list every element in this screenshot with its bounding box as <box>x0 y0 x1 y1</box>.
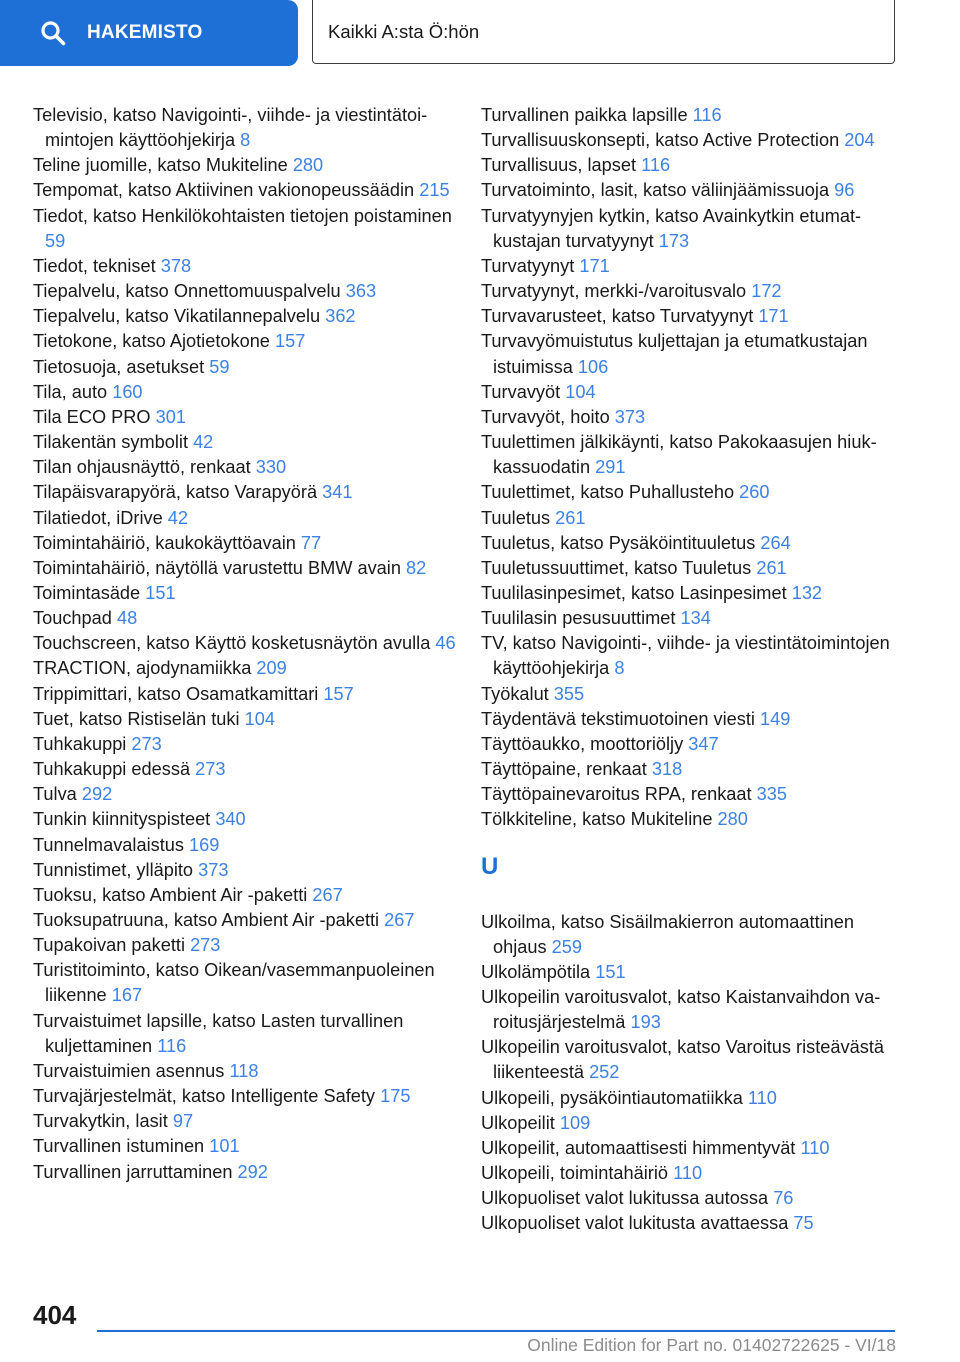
index-entry <box>481 254 901 279</box>
page-link[interactable]: 48 <box>116 608 138 629</box>
page-link[interactable]: 193 <box>630 1012 661 1033</box>
index-entry <box>481 782 901 807</box>
page-link[interactable]: 96 <box>834 180 855 201</box>
index-entry <box>481 631 901 681</box>
index-entry <box>33 430 473 455</box>
index-entry <box>33 1134 473 1159</box>
index-entry-text: Tuulettimet, katso Puhallusteho <box>481 482 735 503</box>
index-entry-text: Tuuletus <box>481 507 551 528</box>
index-entry <box>481 1136 901 1161</box>
page-link[interactable]: 260 <box>739 482 770 503</box>
index-entry <box>33 833 473 858</box>
index-entry <box>481 1086 901 1111</box>
page-link[interactable]: 340 <box>215 809 246 830</box>
page-link[interactable]: 151 <box>595 961 626 982</box>
page-link[interactable]: 172 <box>751 281 782 302</box>
index-entry <box>481 128 901 153</box>
index-entry <box>33 908 473 933</box>
index-entry <box>33 480 473 505</box>
index-entry-text: TV, katso Navigointi-, viihde- ja viestintätoimintojen käyttöohjekirja <box>481 633 890 679</box>
index-entry <box>481 103 901 128</box>
index-entry <box>33 531 473 556</box>
index-entry <box>481 204 901 254</box>
footer-edition <box>310 1335 896 1356</box>
index-entry-text: Teline juomille, katso Mukiteline <box>33 155 288 176</box>
index-entry <box>481 732 901 757</box>
page-link[interactable]: 42 <box>193 432 214 453</box>
page-link[interactable]: 116 <box>641 155 671 176</box>
page-link[interactable]: 118 <box>229 1060 259 1081</box>
index-entry <box>481 910 901 960</box>
index-entry-text: Turvavyöt <box>481 381 561 402</box>
top-bar <box>0 0 960 66</box>
index-entry <box>481 279 901 304</box>
page-link[interactable]: 116 <box>157 1035 187 1056</box>
index-entry <box>33 304 473 329</box>
index-entry <box>481 1111 901 1136</box>
index-entry-text: Turvallisuus, lapset <box>481 155 636 176</box>
index-entry <box>481 581 901 606</box>
index-entry-text: Turvavyöt, hoito <box>481 406 610 427</box>
index-entry-text: Tuet, katso Ristiselän tuki <box>33 708 240 729</box>
index-entry <box>33 1009 473 1059</box>
index-column-right <box>481 103 901 1237</box>
index-entry <box>481 329 901 379</box>
index-entry <box>33 682 473 707</box>
index-entry <box>481 556 901 581</box>
index-entry <box>33 732 473 757</box>
index-entry-text: Toimintahäiriö, kaukokäyttöavain <box>33 532 296 553</box>
page-link[interactable]: 104 <box>565 381 596 402</box>
section-letter: U <box>481 852 499 880</box>
index-entry-text: Turvajärjestelmät, katso Intelligente Safety <box>33 1086 376 1107</box>
index-entry-text: Täyttöpaine, renkaat <box>481 759 647 780</box>
index-entry <box>481 960 901 985</box>
index-entry-text: Tilatiedot, iDrive <box>33 507 163 528</box>
page-link[interactable]: 173 <box>658 230 690 251</box>
index-entry-text: Tuulilasinpesimet, katso Lasinpesimet <box>481 582 787 603</box>
page-link[interactable]: 160 <box>112 381 143 402</box>
index-entry <box>481 531 901 556</box>
page-link[interactable]: 273 <box>195 759 226 780</box>
index-entry <box>33 1059 473 1084</box>
index-entry <box>33 858 473 883</box>
index-entry <box>481 682 901 707</box>
index-entry-text: Ulkopuoliset valot lukitusta avattaessa <box>481 1213 789 1234</box>
page-link[interactable]: 110 <box>673 1163 703 1184</box>
index-entry-text: Toimintahäiriö, näytöllä varustettu BMW avain <box>33 557 401 578</box>
index-entry <box>33 405 473 430</box>
index-entry-text: Työkalut <box>481 683 549 704</box>
index-entry-text: Tila ECO PRO <box>33 406 151 427</box>
page-link[interactable]: 363 <box>345 281 377 302</box>
index-entry-text: TRACTION, ajodynamiikka <box>33 658 252 679</box>
index-entry <box>33 1109 473 1134</box>
page-link[interactable]: 169 <box>189 834 220 855</box>
index-entry <box>481 606 901 631</box>
index-entry-text: Turvakytkin, lasit <box>33 1111 168 1132</box>
page-link[interactable]: 157 <box>323 683 354 704</box>
page-link[interactable]: 264 <box>760 532 791 553</box>
page-link[interactable]: 110 <box>800 1137 830 1158</box>
index-entry-text: Tilapäisvarapyörä, katso Varapyörä <box>33 482 318 503</box>
page-link[interactable]: 280 <box>292 155 324 176</box>
page-link[interactable]: 8 <box>240 130 251 151</box>
index-entry-text: Tuulilasin pesusuuttimet <box>481 608 676 629</box>
index-entry-text: Tiedot, katso Henkilökohtaisten tietojen poistaminen <box>33 205 452 226</box>
index-entry <box>481 178 901 203</box>
index-entry-text: Turvatyynyjen kytkin, katso Avainkytkin etumatkustajan turvatyynyt <box>481 205 862 251</box>
page-link[interactable]: 59 <box>45 230 66 251</box>
index-entry-text: Turvavarusteet, katso Turvatyynyt <box>481 306 754 327</box>
index-entry-text: Ulkopeilin varoitusvalot, katso Kaistanvaihdon varoitusjärjestelmä <box>481 987 881 1033</box>
index-entry-text: Ulkopuoliset valot lukitussa autossa <box>481 1188 769 1209</box>
index-group-u <box>481 910 901 1237</box>
footer-divider <box>97 1330 895 1332</box>
page-link[interactable]: 77 <box>300 532 322 553</box>
index-entry <box>481 1161 901 1186</box>
index-entry <box>481 430 901 480</box>
index-entry <box>481 1035 901 1085</box>
search-icon <box>40 20 66 46</box>
index-entry-text: Tempomat, katso Aktiivinen vakionopeussäädin <box>33 180 415 201</box>
index-entry-text: Ulkopeili, pysäköintiautomatiikka <box>481 1087 743 1108</box>
index-entry <box>33 1084 473 1109</box>
index-entry <box>33 178 473 203</box>
page-link[interactable]: 267 <box>312 884 343 905</box>
page-link[interactable]: 82 <box>406 557 427 578</box>
index-entry <box>33 631 473 656</box>
index-entry-text: Tietokone, katso Ajotietokone <box>33 331 270 352</box>
index-entry-text: Tiedot, tekniset <box>33 255 156 276</box>
page-link[interactable]: 116 <box>692 105 722 125</box>
index-entry-text: Ulkoilma, katso Sisäilmakierron automaattinen ohjaus <box>481 911 855 957</box>
index-entry-text: Ulkopeilit <box>481 1112 555 1133</box>
page-link[interactable]: 42 <box>167 507 189 528</box>
page-link[interactable]: 97 <box>172 1111 194 1132</box>
footer-watermark: Online Edition for Part no. 01402722625 - VI/18 <box>527 1335 896 1355</box>
index-entry <box>33 204 473 254</box>
index-entry-text: Trippimittari, katso Osamatkamittari <box>33 683 319 704</box>
page-link[interactable]: 101 <box>209 1136 240 1157</box>
page-link[interactable]: 355 <box>553 683 585 704</box>
index-entry-text: Täyttöpainevaroitus RPA, renkaat <box>481 784 752 805</box>
page-link[interactable]: 171 <box>758 306 789 327</box>
index-entry-text: Ulkopeilin varoitusvalot, katso Varoitus risteävästä liikenteestä <box>481 1037 885 1083</box>
index-entry <box>33 103 473 153</box>
index-entry-text: Tupakoivan paketti <box>33 935 185 956</box>
index-entry <box>481 380 901 405</box>
index-entry <box>33 153 473 178</box>
index-entry-text: Touchpad <box>33 608 112 629</box>
page-link[interactable]: 167 <box>111 985 143 1006</box>
page-link[interactable]: 204 <box>844 130 875 151</box>
index-entry-text: Ulkopeilit, automaattisesti himmentyvät <box>481 1137 796 1158</box>
index-entry-text: Turvavyömuistutus kuljettajan ja etumatkustajan istuimissa <box>481 331 868 377</box>
index-entry-text: Ulkolämpötila <box>481 961 591 982</box>
page-link[interactable]: 280 <box>717 809 748 830</box>
breadcrumb-text: Kaikki A:sta Ö:hön <box>328 20 480 42</box>
index-entry <box>33 279 473 304</box>
index-entry <box>481 1186 901 1211</box>
index-entry-text: Turvallisuuskonsepti, katso Active Protection <box>481 130 840 151</box>
page-link[interactable]: 209 <box>256 658 287 679</box>
page-link[interactable]: 106 <box>577 356 609 377</box>
page-link[interactable]: 8 <box>614 658 625 679</box>
page-link[interactable]: 75 <box>793 1213 814 1234</box>
index-entry <box>33 254 473 279</box>
page-link[interactable]: 378 <box>160 255 192 276</box>
index-entry <box>33 556 473 581</box>
index-entry-text: Tuuletus, katso Pysäköintituuletus <box>481 532 756 553</box>
index-entry <box>481 304 901 329</box>
page-link[interactable]: 341 <box>322 482 353 503</box>
index-entry <box>33 1160 473 1185</box>
index-entry <box>33 757 473 782</box>
index-entry <box>481 707 901 732</box>
index-entry-text: Tulva <box>33 784 77 805</box>
page-link[interactable]: 335 <box>756 784 788 805</box>
index-entry-text: Turvallinen jarruttaminen <box>33 1161 233 1182</box>
index-entry-text: Televisio, katso Navigointi-, viihde- ja viestintätoimintojen käyttöohjekirja <box>33 105 428 151</box>
index-entry <box>33 958 473 1008</box>
page-link[interactable]: 261 <box>756 557 787 578</box>
index-entry-text: Tuulettimen jälkikäynti, katso Pakokaasujen hiukkassuodatin <box>481 432 877 478</box>
index-entry <box>33 329 473 354</box>
page-link[interactable]: 132 <box>791 582 823 603</box>
index-entry <box>481 153 901 178</box>
index-entry-text: Tuuletussuuttimet, katso Tuuletus <box>481 557 752 578</box>
page-link[interactable]: 110 <box>747 1087 777 1108</box>
page-link[interactable]: 292 <box>81 784 113 805</box>
index-entry <box>33 606 473 631</box>
index-entry-text: Tuhkakuppi <box>33 733 127 754</box>
index-entry-text: Turvaistuimet lapsille, katso Lasten turvallinen kuljettaminen <box>33 1010 404 1056</box>
page-link[interactable]: 362 <box>325 306 356 327</box>
index-entry-text: Touchscreen, katso Käyttö kosketusnäytön avulla <box>33 633 431 654</box>
page-link[interactable]: 171 <box>579 255 610 276</box>
index-entry <box>33 656 473 681</box>
index-entry <box>481 405 901 430</box>
page-link[interactable]: 330 <box>255 457 287 478</box>
page-link[interactable]: 157 <box>275 331 306 352</box>
page-link[interactable]: 259 <box>551 936 583 957</box>
breadcrumb[interactable] <box>312 0 895 64</box>
index-entry-text: Tila, auto <box>33 381 108 402</box>
index-entry-text: Ulkopeili, toimintahäiriö <box>481 1163 669 1184</box>
index-entry-text: Tölkkiteline, katso Mukiteline <box>481 809 713 830</box>
index-entry-text: Tuoksu, katso Ambient Air -paketti <box>33 884 308 905</box>
index-entry-text: Täydentävä tekstimuotoinen viesti <box>481 708 755 729</box>
index-entry-text: Tiepalvelu, katso Onnettomuuspalvelu <box>33 281 341 302</box>
index-entry <box>33 707 473 732</box>
index-column-left <box>33 103 473 1185</box>
search-label: HAKEMISTO <box>87 22 203 43</box>
index-entry-text: Tunnelmavalaistus <box>33 834 184 855</box>
page-link[interactable]: 104 <box>244 708 275 729</box>
page-number: 404 <box>33 1300 77 1330</box>
index-entry-text: Tunkin kiinnityspisteet <box>33 809 211 830</box>
page-link[interactable]: 373 <box>614 406 646 427</box>
index-entry <box>481 506 901 531</box>
page-link[interactable]: 59 <box>209 356 230 377</box>
index-entry <box>33 380 473 405</box>
index-entry-text: Turistitoiminto, katso Oikean/vasemmanpuoleinen liikenne <box>33 960 435 1006</box>
page-link[interactable]: 252 <box>589 1062 620 1083</box>
index-entry <box>33 933 473 958</box>
index-entry <box>33 506 473 531</box>
index-entry-text: Tiepalvelu, katso Vikatilannepalvelu <box>33 306 321 327</box>
index-entry-text: Tunnistimet, ylläpito <box>33 859 194 880</box>
index-search-button[interactable] <box>0 0 298 66</box>
index-entry-text: Tuoksupatruuna, katso Ambient Air -paketti <box>33 910 380 930</box>
page-link[interactable]: 292 <box>237 1161 268 1182</box>
page-link[interactable]: 151 <box>145 582 176 603</box>
index-entry-text: Turvatoiminto, lasit, katso väliinjäämissuoja <box>481 180 830 201</box>
page-link[interactable]: 291 <box>595 457 626 478</box>
page-link[interactable]: 76 <box>773 1188 794 1209</box>
index-entry <box>33 807 473 832</box>
page-link[interactable]: 267 <box>384 910 415 930</box>
page-link[interactable]: 318 <box>651 759 683 780</box>
index-entry <box>481 480 901 505</box>
page-link[interactable]: 46 <box>435 633 456 654</box>
page-link[interactable]: 301 <box>155 406 186 427</box>
index-entry <box>33 355 473 380</box>
index-entry <box>33 782 473 807</box>
index-entry <box>481 757 901 782</box>
index-entry-text: Tilan ohjausnäyttö, renkaat <box>33 457 251 478</box>
index-entry-text: Tuhkakuppi edessä <box>33 759 191 780</box>
page-link[interactable]: 373 <box>198 859 229 880</box>
index-entry-text: Turvaistuimien asennus <box>33 1060 225 1081</box>
index-entry-text: Turvallinen istuminen <box>33 1136 205 1157</box>
page-link[interactable]: 134 <box>680 608 711 629</box>
page-link[interactable]: 261 <box>555 507 586 528</box>
page-link[interactable]: 109 <box>559 1112 591 1133</box>
page-link[interactable]: 273 <box>190 935 221 956</box>
page-link[interactable]: 273 <box>131 733 162 754</box>
index-entry <box>481 985 901 1035</box>
index-entry <box>33 455 473 480</box>
index-entry-text: Turvallinen paikka lapsille <box>481 105 688 125</box>
index-entry <box>33 581 473 606</box>
page-link[interactable]: 149 <box>760 708 791 729</box>
index-entry <box>481 1211 901 1236</box>
index-entry-text: Turvatyynyt <box>481 255 575 276</box>
index-entry-text: Tietosuoja, asetukset <box>33 356 205 377</box>
index-group-t <box>481 103 901 833</box>
index-entry-text: Turvatyynyt, merkki-/varoitusvalo <box>481 281 747 302</box>
page-link[interactable]: 215 <box>419 180 450 201</box>
index-entry <box>481 807 901 832</box>
index-entry-text: Täyttöaukko, moottoriöljy <box>481 733 684 754</box>
index-entry-text: Toimintasäde <box>33 582 141 603</box>
index-entry <box>33 883 473 908</box>
index-entry-text: Tilakentän symbolit <box>33 432 188 453</box>
page-link[interactable]: 347 <box>688 733 719 754</box>
page-link[interactable]: 175 <box>380 1086 411 1107</box>
